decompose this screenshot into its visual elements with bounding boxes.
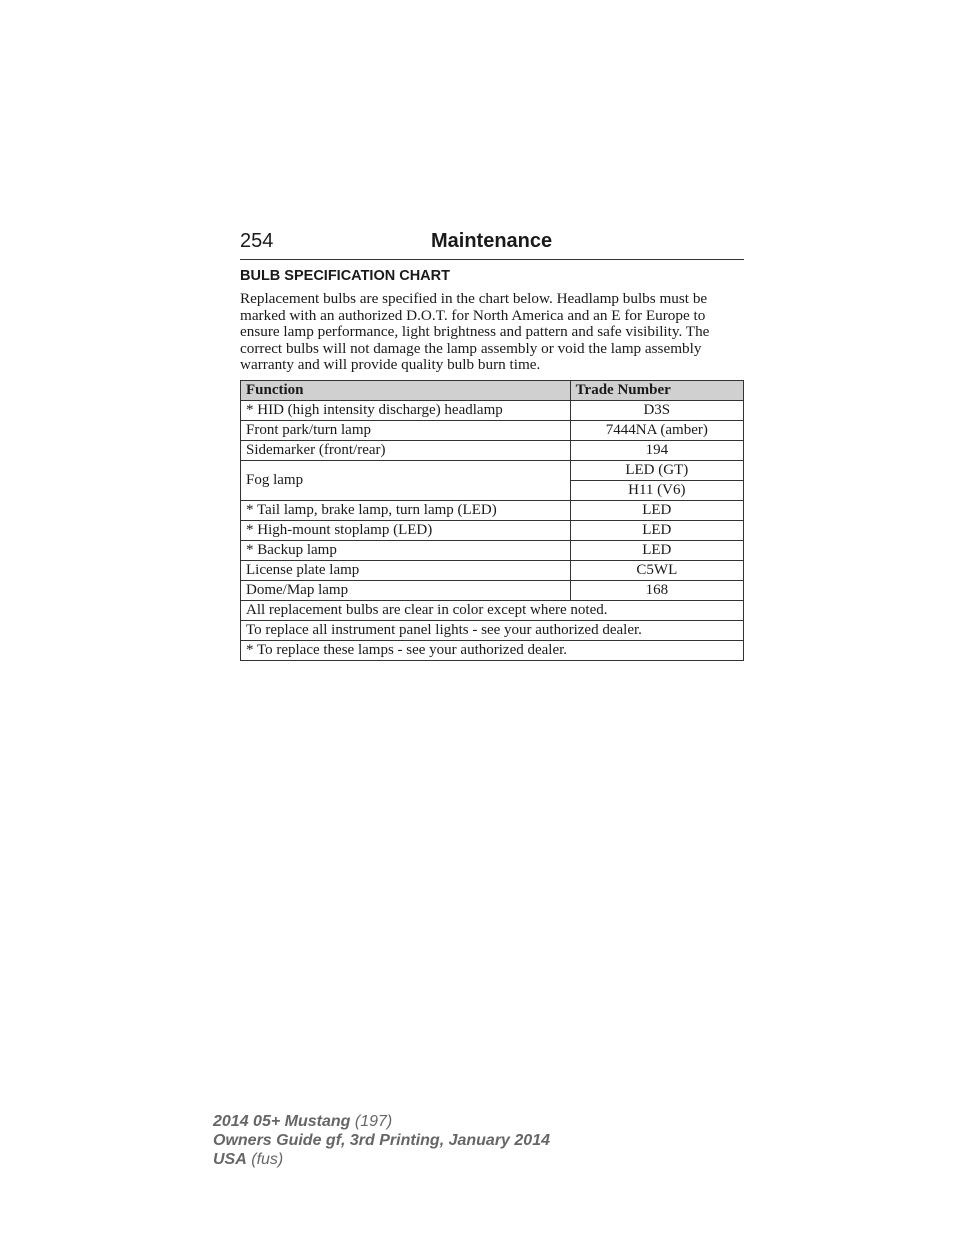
page-header xyxy=(240,228,744,260)
section-title: Maintenance xyxy=(431,230,553,252)
footer-market: USA xyxy=(213,1151,247,1168)
table-header-row xyxy=(241,381,744,401)
trade-number-cell: LED xyxy=(570,521,743,541)
function-cell: Dome/Map lamp xyxy=(241,581,571,601)
table-note: All replacement bulbs are clear in color except where noted. xyxy=(241,601,744,621)
table-row xyxy=(241,561,744,581)
footer-line-model xyxy=(213,1112,550,1131)
table-note-row xyxy=(241,641,744,661)
footer-printing: Owners Guide gf, 3rd Printing, January 2014 xyxy=(213,1132,550,1149)
trade-number-cell: 194 xyxy=(570,441,743,461)
table-row xyxy=(241,441,744,461)
table-note-row xyxy=(241,621,744,641)
trade-number-cell: LED xyxy=(570,501,743,521)
footer-model: 2014 05+ Mustang xyxy=(213,1113,351,1130)
trade-number-cell: LED (GT) xyxy=(570,461,743,481)
function-cell: * Backup lamp xyxy=(241,541,571,561)
table-row xyxy=(241,401,744,421)
function-cell: Fog lamp xyxy=(241,461,571,501)
table-row xyxy=(241,421,744,441)
function-cell: * High-mount stoplamp (LED) xyxy=(241,521,571,541)
trade-number-cell: C5WL xyxy=(570,561,743,581)
table-note-row xyxy=(241,601,744,621)
function-cell: * Tail lamp, brake lamp, turn lamp (LED) xyxy=(241,501,571,521)
trade-number-cell: LED xyxy=(570,541,743,561)
trade-number-cell: 7444NA (amber) xyxy=(570,421,743,441)
function-cell: Sidemarker (front/rear) xyxy=(241,441,571,461)
table-row xyxy=(241,501,744,521)
trade-number-cell: D3S xyxy=(570,401,743,421)
chart-heading: BULB SPECIFICATION CHART xyxy=(240,268,450,284)
bulb-specification-table xyxy=(240,380,744,661)
table-row xyxy=(241,581,744,601)
table-note: To replace all instrument panel lights - see your authorized dealer. xyxy=(241,621,744,641)
footer-line-market xyxy=(213,1150,550,1169)
trade-number-cell: H11 (V6) xyxy=(570,481,743,501)
function-cell: License plate lamp xyxy=(241,561,571,581)
footer-model-code: (197) xyxy=(354,1113,393,1130)
footer-market-code: (fus) xyxy=(251,1151,284,1168)
table-row xyxy=(241,461,744,481)
column-header-function: Function xyxy=(241,381,571,401)
table-row xyxy=(241,541,744,561)
table-row xyxy=(241,521,744,541)
table-note: * To replace these lamps - see your authorized dealer. xyxy=(241,641,744,661)
function-cell: * HID (high intensity discharge) headlamp xyxy=(241,401,571,421)
print-footer xyxy=(213,1112,550,1169)
function-cell: Front park/turn lamp xyxy=(241,421,571,441)
intro-paragraph: Replacement bulbs are specified in the chart below. Headlamp bulbs must be marked with an authorized D.O.T. for North America and an E for Europe to ensure lamp performance, light brightness and pattern and safe visibility. The correct bulbs will not damage the lamp assembly or void the lamp assembly warranty and will provide quality bulb burn time. xyxy=(240,290,710,373)
column-header-trade-number: Trade Number xyxy=(570,381,743,401)
page-number: 254 xyxy=(240,230,274,252)
trade-number-cell: 168 xyxy=(570,581,743,601)
